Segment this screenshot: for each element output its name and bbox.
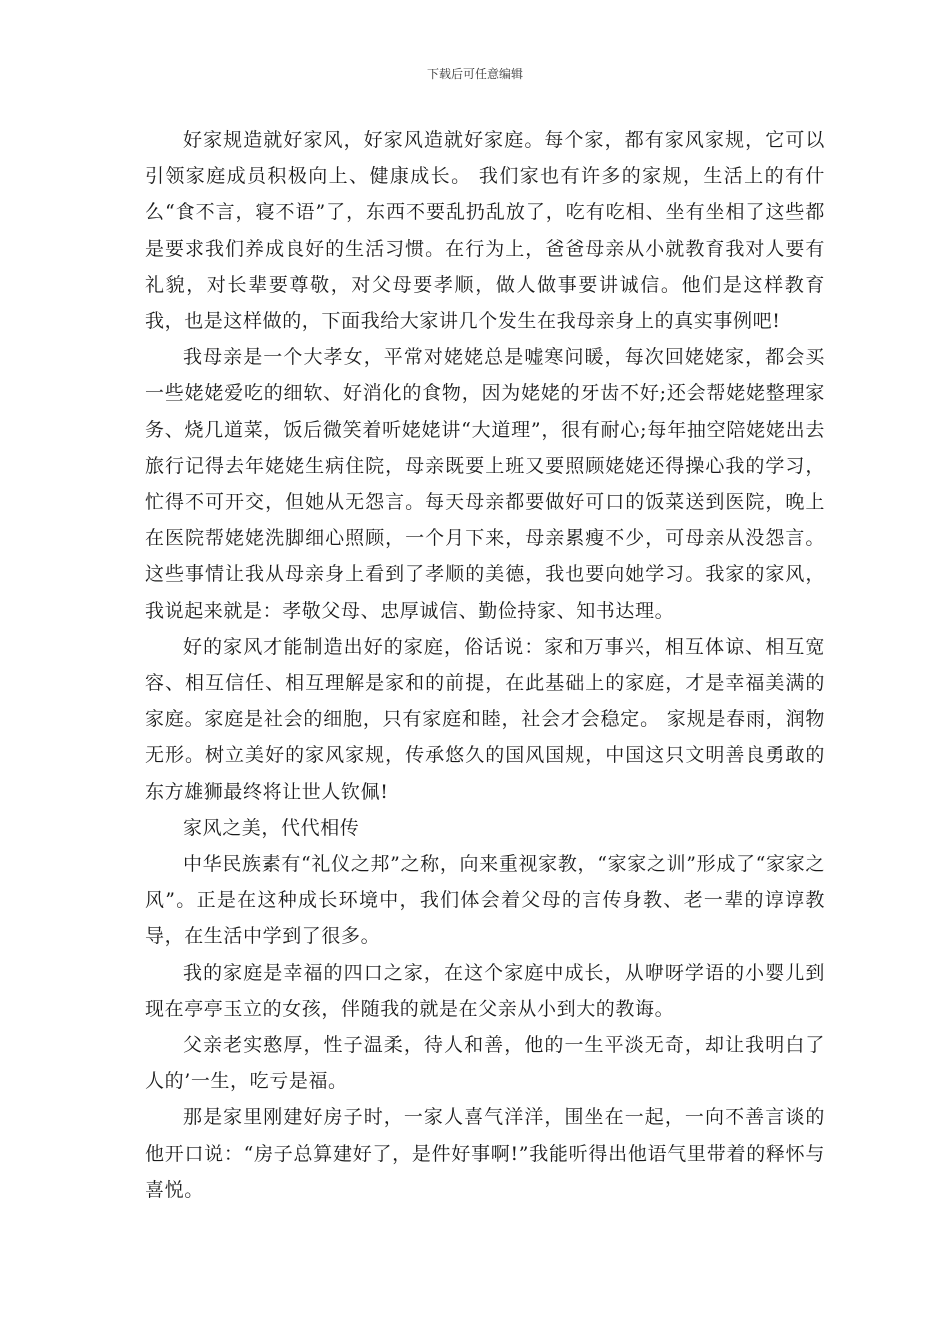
paragraph-good-family: 好的家风才能制造出好的家庭，俗话说：家和万事兴，相互体谅、相互宽容、相互信任、相互理解是家和的前提，在此基础上的家庭，才是幸福美满的家庭。家庭是社会的细胞，只有家庭和睦，社会才会稳定。 家规是春雨，润物无形。树立美好的家风家规，传承悠久的国风国规，中国这只文明善良勇敢的东方雄狮最终将让世人钦佩! [145,635,825,803]
paragraph-family-rules: 好家规造就好家风，好家风造就好家庭。每个家，都有家风家规，它可以引领家庭成员积极向上、健康成长。 我们家也有许多的家规，生活上的有什么“食不言，寝不语”了，东西不要乱扔乱放了，吃有吃相、坐有坐相了这些都是要求我们养成良好的生活习惯。在行为上，爸爸母亲从小就教育我对人要有礼貌，对长辈要尊敬，对父母要孝顺，做人做事要讲诚信。他们是这样教育我，也是这样做的，下面我给大家讲几个发生在我母亲身上的真实事例吧! [145,129,825,333]
paragraph-family-of-four: 我的家庭是幸福的四口之家，在这个家庭中成长，从咿呀学语的小婴儿到现在亭亭玉立的女孩，伴随我的就是在父亲从小到大的教诲。 [145,961,825,1020]
document-body [145,122,825,1208]
paragraph-mother-filial: 我母亲是一个大孝女，平常对姥姥总是嘘寒问暖，每次回姥姥家，都会买一些姥姥爱吃的细软、好消化的食物，因为姥姥的牙齿不好;还会帮姥姥整理家务、烧几道菜，饭后微笑着听姥姥讲“大道理”，很有耐心;每年抽空陪姥姥出去旅行记得去年姥姥生病住院，母亲既要上班又要照顾姥姥还得操心我的学习，忙得不可开交，但她从无怨言。每天母亲都要做好可口的饭菜送到医院，晚上在医院帮姥姥洗脚细心照顾，一个月下来，母亲累瘦不少，可母亲从没怨言。这些事情让我从母亲身上看到了孝顺的美德，我也要向她学习。我家的家风，我说起来就是：孝敬父母、忠厚诚信、勤俭持家、知书达理。 [145,346,825,622]
section-heading: 家风之美，代代相传 [183,816,360,839]
paragraph-father: 父亲老实憨厚，性子温柔，待人和善，他的一生平淡无奇，却让我明白了人的’一生，吃亏是福。 [145,1034,825,1093]
page-header: 下载后可任意编辑 [426,67,523,81]
paragraph-etiquette: 中华民族素有“礼仪之邦”之称，向来重视家教，“家家之训”形成了“家家之风”。正是在这种成长环境中，我们体会着父母的言传身教、老一辈的谆谆教导，在生活中学到了很多。 [145,853,825,948]
paragraph-new-house: 那是家里刚建好房子时，一家人喜气洋洋，围坐在一起，一向不善言谈的他开口说：“房子总算建好了，是件好事啊!”我能听得出他语气里带着的释怀与喜悦。 [145,1106,825,1201]
